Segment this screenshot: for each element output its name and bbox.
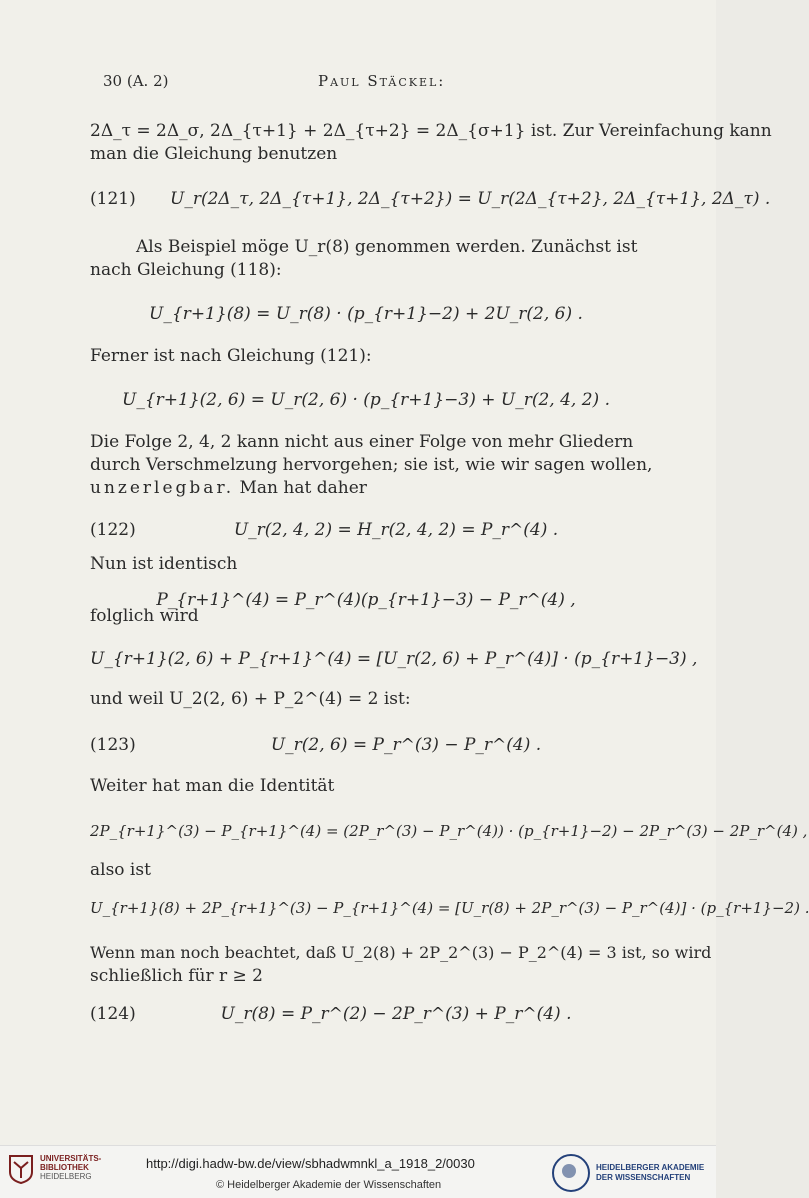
text-span: Man hat daher: [234, 478, 367, 498]
logo-text: DER WISSENSCHAFTEN: [596, 1173, 691, 1182]
equation: 2P_{r+1}^(3) − P_{r+1}^(4) = (2P_r^(3) − P_r^(4)) · (p_{r+1}−2) − 2P_r^(3) − 2P_r^(4) ,: [90, 822, 808, 840]
equation-number: (124): [90, 1004, 136, 1024]
text-line: schließlich für r ≥ 2: [90, 966, 263, 986]
equation-body: U_r(2, 4, 2) = H_r(2, 4, 2) = P_r^(4) .: [233, 520, 559, 540]
equation-number: (122): [90, 520, 136, 540]
page-number: 30 (A. 2): [103, 72, 169, 90]
academy-seal-icon: [552, 1154, 590, 1192]
equation-body: U_r(8) = P_r^(2) − 2P_r^(3) + P_r^(4) .: [220, 1004, 572, 1024]
text-line: Als Beispiel möge U_r(8) genommen werden. Zunächst ist: [136, 237, 638, 257]
equation: U_{r+1}(2, 6) + P_{r+1}^(4) = [U_r(2, 6) + P_r^(4)] · (p_{r+1}−3) ,: [90, 649, 698, 669]
permalink-url[interactable]: http://digi.hadw-bw.de/view/sbhadwmnkl_a_1918_2/0030: [146, 1156, 475, 1171]
equation: U_{r+1}(8) + 2P_{r+1}^(3) − P_{r+1}^(4) = [U_r(8) + 2P_r^(3) − P_r^(4)] · (p_{r+1}−2) .: [90, 899, 809, 917]
text-line: Die Folge 2, 4, 2 kann nicht aus einer Folge von mehr Gliedern: [90, 432, 634, 452]
emphasized-word: unzerlegbar.: [90, 478, 235, 498]
logo-text: HEIDELBERG: [40, 1172, 92, 1181]
equation: U_{r+1}(2, 6) = U_r(2, 6) · (p_{r+1}−3) + U_r(2, 4, 2) .: [122, 390, 610, 410]
viewer-footer: [0, 1145, 716, 1198]
text-line: Nun ist identisch: [90, 554, 238, 574]
equation-number: (121): [90, 189, 136, 209]
university-library-logo[interactable]: [8, 1154, 101, 1184]
text-line: Wenn man noch beachtet, daß U_2(8) + 2P_2^(3) − P_2^(4) = 3 ist, so wird: [90, 943, 712, 962]
text-line: also ist: [90, 860, 151, 880]
equation-body: U_r(2Δ_τ, 2Δ_{τ+1}, 2Δ_{τ+2}) = U_r(2Δ_{τ+2}, 2Δ_{τ+1}, 2Δ_τ) .: [170, 189, 771, 209]
equation: U_{r+1}(8) = U_r(8) · (p_{r+1}−2) + 2U_r(2, 6) .: [149, 304, 583, 324]
logo-text: HEIDELBERGER AKADEMIE: [596, 1163, 705, 1172]
copyright-notice: © Heidelberger Akademie der Wissenschaften: [216, 1179, 442, 1191]
logo-text: UNIVERSITÄTS-: [40, 1154, 102, 1163]
text-line: 2Δ_τ = 2Δ_σ, 2Δ_{τ+1} + 2Δ_{τ+2} = 2Δ_{σ+1} ist. Zur Vereinfachung kann: [90, 121, 772, 141]
text-line: man die Gleichung benutzen: [90, 144, 338, 164]
library-crest-icon: [8, 1154, 34, 1184]
academy-logo[interactable]: [552, 1154, 704, 1192]
text-line: Weiter hat man die Identität: [90, 776, 335, 796]
text-line: Ferner ist nach Gleichung (121):: [90, 346, 372, 366]
text-line: folglich wird: [90, 606, 199, 626]
equation: P_{r+1}^(4) = P_r^(4)(p_{r+1}−3) − P_r^(4) ,: [156, 590, 576, 610]
equation-number: (123): [90, 735, 136, 755]
equation-body: U_r(2, 6) = P_r^(3) − P_r^(4) .: [270, 735, 542, 755]
text-line: nach Gleichung (118):: [90, 260, 282, 280]
text-line: durch Verschmelzung hervorgehen; sie ist, wie wir sagen wollen,: [90, 455, 653, 475]
running-head-author: Paul Stäckel:: [318, 72, 446, 90]
text-line: [90, 477, 642, 499]
logo-text: BIBLIOTHEK: [40, 1163, 89, 1172]
text-line: und weil U_2(2, 6) + P_2^(4) = 2 ist:: [90, 689, 411, 709]
